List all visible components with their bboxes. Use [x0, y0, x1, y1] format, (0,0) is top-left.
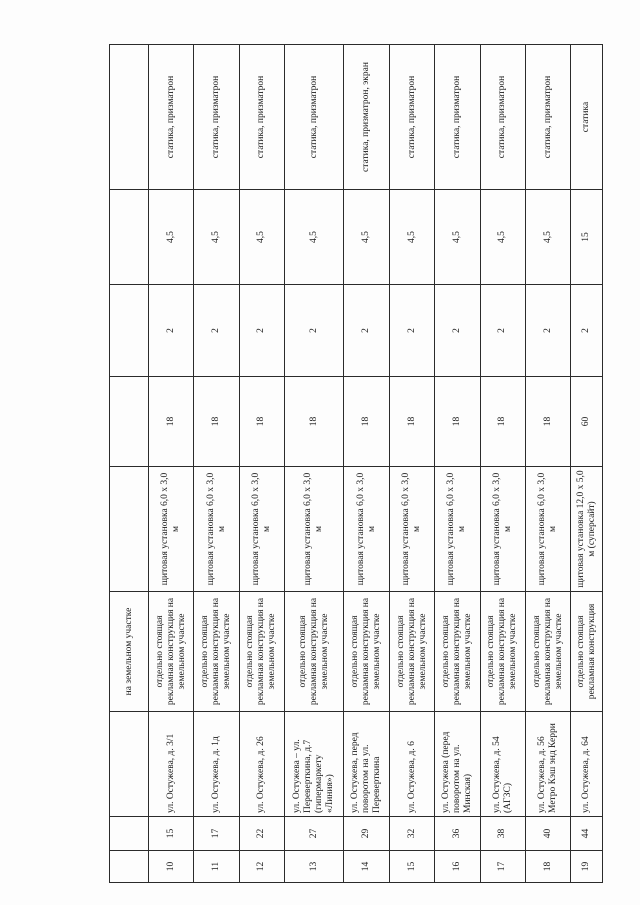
cell-technology: статика, призматрон [194, 45, 239, 190]
cell-kind: отдельно стоящая рекламная конструкция на земельном участке [194, 592, 239, 712]
cell-row-number: 17 [480, 851, 525, 883]
cell-area: 18 [344, 377, 389, 467]
cell-installation: щитовая установка 6,0 х 3,0 м [239, 467, 284, 592]
rotated-table-wrapper [109, 45, 603, 883]
cell-installation: щитовая установка 6,0 х 3,0 м [389, 467, 434, 592]
cell-kind: на земельном участке [110, 592, 149, 712]
cell-technology: статика, призматрон [480, 45, 525, 190]
cell-position-number: 36 [435, 817, 480, 851]
cell-technology: статика, призматрон [149, 45, 194, 190]
cell-installation: щитовая установка 6,0 х 3,0 м [344, 467, 389, 592]
table-row [194, 45, 239, 883]
cell-technology: статика, призматрон, экран [344, 45, 389, 190]
cell-kind: отдельно стоящая рекламная конструкция на земельном участке [480, 592, 525, 712]
cell-area: 18 [526, 377, 571, 467]
cell-empty [110, 45, 149, 190]
cell-sides: 2 [480, 285, 525, 377]
cell-area: 18 [389, 377, 434, 467]
cell-height: 4,5 [149, 190, 194, 285]
cell-installation: щитовая установка 6,0 х 3,0 м [194, 467, 239, 592]
cell-position-number: 17 [194, 817, 239, 851]
cell-row-number: 14 [344, 851, 389, 883]
cell-installation: щитовая установка 6,0 х 3,0 м [526, 467, 571, 592]
cell-address: ул. Остужева, перед поворотом на ул. Переверткина [344, 712, 389, 817]
cell-height: 4,5 [194, 190, 239, 285]
cell-position-number: 29 [344, 817, 389, 851]
cell-row-number: 19 [571, 851, 603, 883]
cell-technology: статика, призматрон [239, 45, 284, 190]
cell-kind: отдельно стоящая рекламная конструкция на земельном участке [389, 592, 434, 712]
cell-address: ул. Остужева, д. 3/1 [149, 712, 194, 817]
cell-row-number: 16 [435, 851, 480, 883]
cell-area: 18 [285, 377, 344, 467]
cell-sides: 2 [149, 285, 194, 377]
cell-kind: отдельно стоящая рекламная конструкция на земельном участке [526, 592, 571, 712]
table-row [149, 45, 194, 883]
table-body [110, 45, 603, 883]
cell-technology: статика, призматрон [435, 45, 480, 190]
cell-sides: 2 [194, 285, 239, 377]
cell-sides: 2 [344, 285, 389, 377]
cell-area: 60 [571, 377, 603, 467]
cell-position-number: 27 [285, 817, 344, 851]
cell-height: 4,5 [285, 190, 344, 285]
cell-position-number: 40 [526, 817, 571, 851]
cell-address: ул. Остужева (перед поворотом на ул. Минская) [435, 712, 480, 817]
cell-installation: щитовая установка 12,0 х 5,0 м (суперсайт) [571, 467, 603, 592]
cell-sides: 2 [571, 285, 603, 377]
cell-row-number: 10 [149, 851, 194, 883]
cell-address: ул. Остужева, д. 26 [239, 712, 284, 817]
cell-kind: отдельно стоящая рекламная конструкция на земельном участке [435, 592, 480, 712]
cell-height: 4,5 [389, 190, 434, 285]
cell-kind: отдельно стоящая рекламная конструкция на земельном участке [149, 592, 194, 712]
cell-technology: статика, призматрон [285, 45, 344, 190]
cell-kind: отдельно стоящая рекламная конструкция на земельном участке [239, 592, 284, 712]
cell-area: 18 [194, 377, 239, 467]
cell-empty [110, 467, 149, 592]
cell-height: 4,5 [526, 190, 571, 285]
advertising-structures-table [109, 44, 603, 883]
table-row [571, 45, 603, 883]
cell-sides: 2 [435, 285, 480, 377]
cell-address: ул. Остужева, д. 6 [389, 712, 434, 817]
table-row [526, 45, 571, 883]
cell-area: 18 [480, 377, 525, 467]
cell-row-number: 15 [389, 851, 434, 883]
table-row [344, 45, 389, 883]
cell-position-number: 15 [149, 817, 194, 851]
cell-position-number: 44 [571, 817, 603, 851]
cell-empty [110, 190, 149, 285]
table-row [110, 45, 149, 883]
cell-empty [110, 851, 149, 883]
table-row [285, 45, 344, 883]
cell-height: 4,5 [435, 190, 480, 285]
cell-sides: 2 [526, 285, 571, 377]
cell-address: ул. Остужева, д. 56 Метро Кэш энд Керри [526, 712, 571, 817]
cell-installation: щитовая установка 6,0 х 3,0 м [149, 467, 194, 592]
table-row [480, 45, 525, 883]
cell-empty [110, 817, 149, 851]
cell-address: ул. Остужева, д. 54 (АГЗС) [480, 712, 525, 817]
cell-kind: отдельно стоящая рекламная конструкция [571, 592, 603, 712]
table-row [389, 45, 434, 883]
cell-row-number: 11 [194, 851, 239, 883]
cell-position-number: 22 [239, 817, 284, 851]
cell-empty [110, 712, 149, 817]
table-row [435, 45, 480, 883]
cell-height: 4,5 [480, 190, 525, 285]
cell-address: ул. Остужева, д. 1д [194, 712, 239, 817]
cell-kind: отдельно стоящая рекламная конструкция на земельном участке [285, 592, 344, 712]
cell-kind: отдельно стоящая рекламная конструкция на земельном участке [344, 592, 389, 712]
cell-sides: 2 [389, 285, 434, 377]
cell-empty [110, 377, 149, 467]
cell-technology: статика, призматрон [526, 45, 571, 190]
cell-installation: щитовая установка 6,0 х 3,0 м [285, 467, 344, 592]
cell-address: ул. Остужева – ул. Переверткина, д.7 (гипермаркету «Линия») [285, 712, 344, 817]
cell-installation: щитовая установка 6,0 х 3,0 м [435, 467, 480, 592]
cell-empty [110, 285, 149, 377]
cell-technology: статика [571, 45, 603, 190]
cell-row-number: 13 [285, 851, 344, 883]
cell-area: 18 [239, 377, 284, 467]
cell-address: ул. Остужева, д. 64 [571, 712, 603, 817]
cell-installation: щитовая установка 6,0 х 3,0 м [480, 467, 525, 592]
cell-sides: 2 [285, 285, 344, 377]
cell-position-number: 32 [389, 817, 434, 851]
cell-height: 4,5 [239, 190, 284, 285]
cell-sides: 2 [239, 285, 284, 377]
table-row [239, 45, 284, 883]
cell-row-number: 12 [239, 851, 284, 883]
cell-technology: статика, призматрон [389, 45, 434, 190]
cell-height: 4,5 [344, 190, 389, 285]
cell-position-number: 38 [480, 817, 525, 851]
cell-area: 18 [149, 377, 194, 467]
cell-height: 15 [571, 190, 603, 285]
cell-area: 18 [435, 377, 480, 467]
cell-row-number: 18 [526, 851, 571, 883]
